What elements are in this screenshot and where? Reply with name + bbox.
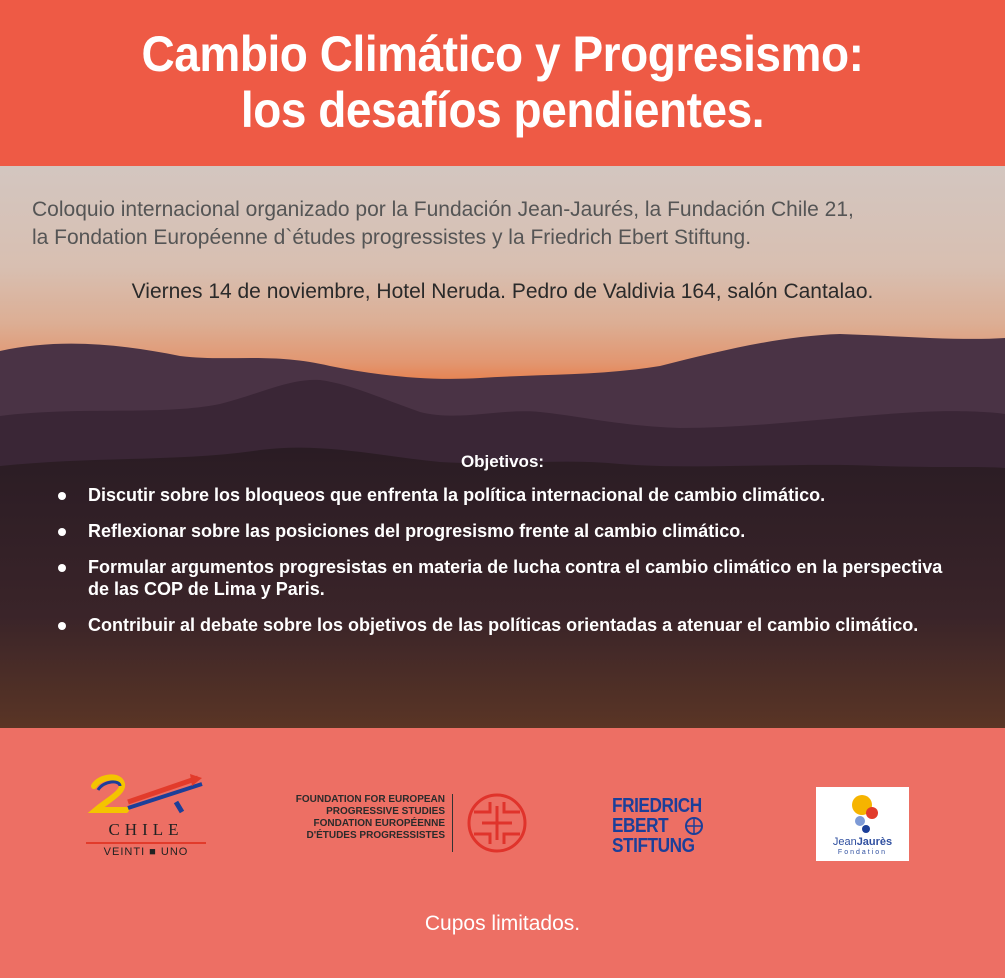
jaures-word: Jaurès [856,836,893,848]
limited-seats-note: Cupos limitados. [424,912,581,935]
list-item [58,520,958,542]
feps-divider [452,794,453,852]
objective-text: Discutir sobre los bloqueos que enfrenta la política internacional de cambio climático. [88,485,826,505]
chile21-sub: VEINTI ■ UNO [86,842,206,858]
jean-jaures-sub: Fondation [837,849,888,856]
header-banner [0,0,1005,166]
objectives-list [58,484,958,650]
bullet-icon [58,564,66,572]
jean-jaures-logo [816,787,909,861]
bullet-icon [58,492,66,500]
fes-line-3: STIFTUNG [612,835,695,857]
event-date-place: Viernes 14 de noviembre, Hotel Neruda. Pedro de Valdivia 164, salón Cantalao. [131,280,874,303]
intro-line-2: la Fondation Européenne d`études progressistes y la Friedrich Ebert Stiftung. [32,226,752,249]
title-line-2: los desafíos pendientes. [240,82,765,138]
fes-line-2: EBERT [612,815,669,837]
chile21-mark-icon [86,772,206,818]
fes-line-1: FRIEDRICH [612,795,702,817]
list-item [58,484,958,506]
feps-logo [280,792,540,862]
jean-word: Jean [832,836,857,848]
page-title [40,0,965,138]
jean-jaures-name [816,836,909,848]
fes-logo [612,796,734,866]
objectives-title: Objetivos: [460,452,545,471]
intro-text [32,196,992,252]
intro-line-1: Coloquio internacional organizado por la Fundación Jean-Jaurés, la Fundación Chile 21, [32,198,854,221]
feps-line-4: D'ÉTUDES PROGRESSISTES [306,830,445,841]
objective-text: Contribuir al debate sobre los objetivos de las políticas orientadas a atenuar el cambio climático. [88,615,919,635]
feps-line-1: FOUNDATION FOR EUROPEAN [295,794,445,805]
bullet-icon [58,528,66,536]
feps-line-2: PROGRESSIVE STUDIES [326,806,445,817]
objective-text: Formular argumentos progresistas en materia de lucha contra el cambio climático en la perspectiva de las COP de Lima y Paris. [88,557,943,599]
objective-text: Reflexionar sobre las posiciones del progresismo frente al cambio climático. [88,521,746,541]
title-line-1: Cambio Climático y Progresismo: [141,26,864,82]
chile21-word: CHILE [108,820,184,839]
list-item [58,614,958,636]
feps-emblem-icon [460,792,534,854]
globe-icon [684,816,704,836]
jean-jaures-mark-icon [848,791,882,835]
list-item [58,556,958,600]
bullet-icon [58,622,66,630]
feps-line-3: FONDATION EUROPÉENNE [313,818,445,829]
feps-text [280,794,445,842]
chile21-logo [86,772,206,862]
